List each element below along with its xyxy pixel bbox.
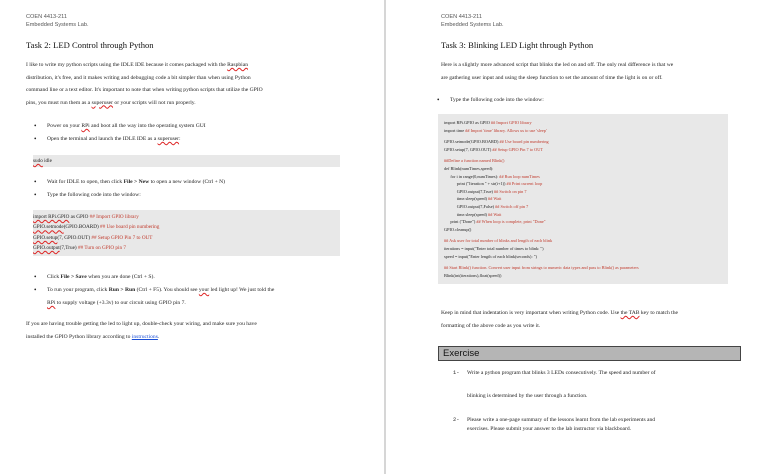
task2-intro xyxy=(26,59,263,109)
code-line: GPIO.setmode(GPIO.BOARD) ## Use board pin numbering xyxy=(444,139,549,145)
task3-intro xyxy=(441,59,673,84)
code-line: Blink(int(iterations),float(speed)) xyxy=(444,272,502,278)
blink-code-block xyxy=(438,114,728,284)
code-line: GPIO.cleanup() xyxy=(444,226,472,232)
course-code: COEN 4413-211 xyxy=(441,14,482,20)
task2-heading: Task 2: LED Control through Python xyxy=(26,40,154,50)
instructions-link[interactable]: instructions xyxy=(131,333,158,340)
note-line-1: Keep in mind that indentation is very important when writing Python code. Use the TAB key to match the xyxy=(441,310,678,316)
code-line: import RPi.GPIO as GPIO ## Import GPIO library xyxy=(444,120,532,125)
list-item: • Click File > Save when you are done (Ctrl + S). xyxy=(34,271,274,284)
code-line: GPIO.setmode(GPIO.BOARD) ## Use board pin numbering xyxy=(33,224,160,231)
code-line: GPIO.setup(7, GPIO.OUT) ## Setup GPIO Pin 7 to OUT xyxy=(33,234,153,241)
code-line: ##Define a function named Blink() xyxy=(444,158,505,164)
code-line: speed = input("Enter length of each blink(seconds): ") xyxy=(444,253,537,259)
type-code-bullet xyxy=(437,94,544,107)
code-line: GPIO.output(7,True) ## Switch on pin 7 xyxy=(456,188,527,194)
list-item: • Power on your RPi and boot all the way into the operating system GUI xyxy=(34,120,206,133)
idle-command: idle xyxy=(42,158,52,164)
document-page-1 xyxy=(0,0,384,474)
code-line: GPIO.output(7,True) ## Turn on GPIO pin 7 xyxy=(33,245,126,252)
code-line: for i in range(0,numTimes): ## Run loop numTimes xyxy=(450,173,540,179)
lab-name: Embedded Systems Lab. xyxy=(26,22,89,28)
setup-bullet-list xyxy=(34,120,206,146)
exercise-text-line-1: Please write a one-page summary of the lessons learnt from the lab experiments and xyxy=(467,417,656,423)
idle-bullet-list xyxy=(34,176,225,202)
list-item: • Type the following code into the window: xyxy=(437,94,544,107)
code-line: time.sleep(speed) ## Wait xyxy=(456,196,502,202)
list-item: • To run your program, click Run > Run (Ctrl + F5). You should see your led light up! We just told the RPi to supply voltage (+3.3v) to our circuit using GPIO pin 7. xyxy=(34,284,274,310)
trouble-line-2: installed the GPIO Python library according to instructions. xyxy=(26,333,160,340)
list-item: • Type the following code into the window: xyxy=(34,189,225,202)
task3-heading: Task 3: Blinking LED Light through Python xyxy=(441,40,594,50)
run-bullet-list xyxy=(34,271,274,310)
code-line: import time ## Import 'time' library. Allows us to use 'sleep' xyxy=(444,127,547,133)
lab-name: Embedded Systems Lab. xyxy=(441,22,504,28)
intro-line-1: I like to write my python scripts using the IDLE IDE because it comes packaged with the Raspbian xyxy=(26,62,248,68)
document-page-2 xyxy=(386,0,770,474)
note-line-2: formatting of the above code as you write it. xyxy=(441,322,541,329)
code-line: time.sleep(speed) ## Wait xyxy=(456,211,502,217)
code-line: ## Start Blink() function. Convert user input from strings to numeric data types and pass to Blink() as parameters xyxy=(444,265,639,271)
indentation-note xyxy=(441,307,678,332)
page-header xyxy=(26,13,89,29)
exercise-text-line-2: blinking is determined by the user through a function. xyxy=(467,393,588,399)
code-line: def Blink(numTimes,speed): xyxy=(444,165,494,171)
code-line: ## Ask user for total number of blinks and length of each blink xyxy=(444,238,553,244)
intro-line-3: command line or a text editor. It's important to note that when writing python scripts that utilize the GPIO xyxy=(26,87,263,93)
intro-line-2: distribution, it's free, and it makes writing and debugging code a bit simpler than when using Python xyxy=(26,74,251,81)
exercise-number: 1- xyxy=(453,370,460,376)
code-line: print ("Done") ## When loop is complete, print "Done" xyxy=(450,219,546,225)
list-item: • Open the terminal and launch the IDLE IDE as a superuser: xyxy=(34,133,206,146)
intro-line-4: pins, you must run them as a superuser or your scripts will not run properly. xyxy=(26,99,196,106)
intro-line-2: are gathering user input and using the sleep function to set the amount of time the light is on or off. xyxy=(441,74,663,81)
exercise-number: 2- xyxy=(453,417,460,423)
code-line: iterations = input("Enter total number of times to blink: ") xyxy=(444,245,544,251)
intro-line-1: Here is a slightly more advanced script that blinks the led on and off. The only real difference is that we xyxy=(441,62,674,68)
exercise-text-line-2: exercises. Please submit your answer to the lab instructor via blackboard. xyxy=(467,426,632,432)
code-line: print ("Iteration " + str(i+1)) ## Print current loop xyxy=(456,181,543,187)
troubleshooting-paragraph xyxy=(26,318,257,343)
code-line: GPIO.setup(7, GPIO.OUT) ## Setup GPIO Pin 7 to OUT xyxy=(444,146,543,152)
page-header xyxy=(441,13,504,29)
course-code: COEN 4413-211 xyxy=(26,14,67,20)
exercise-heading: Exercise xyxy=(438,346,741,361)
code-block-led-on xyxy=(33,210,340,256)
code-line: GPIO.output(7,False) ## Switch off pin 7 xyxy=(456,203,529,209)
trouble-line-1: If you are having trouble getting the led to light up, double-check your wiring, and make sure you have xyxy=(26,321,257,327)
code-line: import RPi.GPIO as GPIO ## Import GPIO library xyxy=(33,214,139,220)
exercise-text-line-1: Write a python program that blinks 3 LEDs consecutively. The speed and number of xyxy=(467,370,656,376)
sudo-keyword: sudo xyxy=(33,158,43,164)
terminal-command-block xyxy=(33,155,340,167)
list-item: • Wait for IDLE to open, then click File > New to open a new window (Ctrl + N) xyxy=(34,176,225,189)
